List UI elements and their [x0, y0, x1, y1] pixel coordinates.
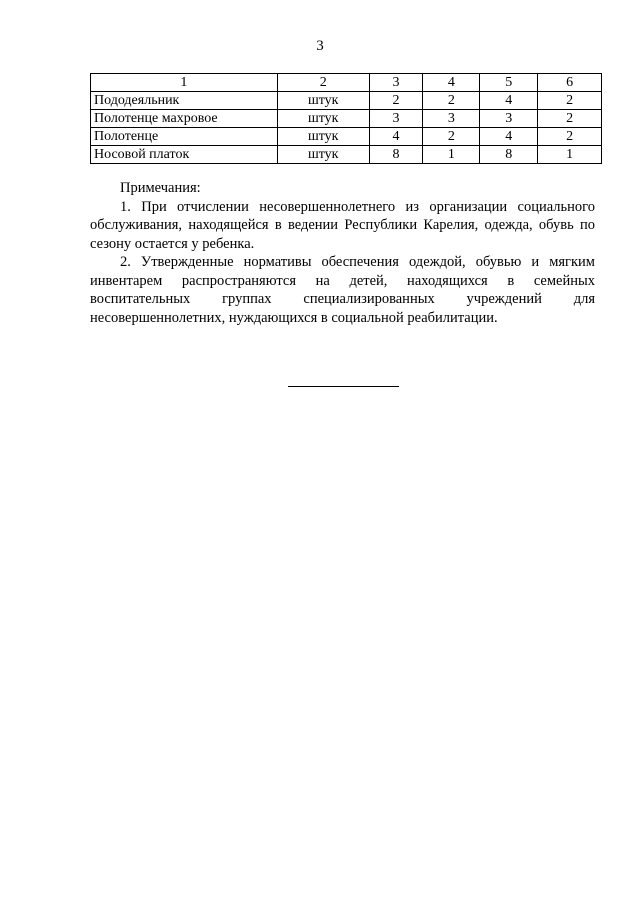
end-divider: [288, 386, 399, 387]
notes-section: [90, 179, 595, 327]
unit-cell: штук: [277, 146, 369, 164]
value-cell: 4: [480, 128, 538, 146]
value-cell: 4: [369, 128, 423, 146]
column-header: 3: [369, 74, 423, 92]
item-name-cell: Полотенце махровое: [91, 110, 278, 128]
value-cell: 3: [423, 110, 480, 128]
value-cell: 3: [369, 110, 423, 128]
item-name-cell: Полотенце: [91, 128, 278, 146]
table-row: [91, 110, 602, 128]
unit-cell: штук: [277, 110, 369, 128]
unit-cell: штук: [277, 92, 369, 110]
value-cell: 2: [369, 92, 423, 110]
value-cell: 2: [538, 128, 602, 146]
item-name-cell: Пододеяльник: [91, 92, 278, 110]
page-number: 3: [316, 38, 324, 54]
value-cell: 2: [538, 110, 602, 128]
note-item: 2. Утвержденные нормативы обеспечения одеждой, обувью и мягким инвентарем распространяются на детей, находящихся в семейных воспитательных группах специализированных учреждений для несовершеннолетних, нуждающихся в социальной реабилитации.: [90, 254, 595, 326]
column-header: 1: [91, 74, 278, 92]
table-header-row: [91, 74, 602, 92]
value-cell: 4: [480, 92, 538, 110]
table-row: [91, 128, 602, 146]
column-header: 6: [538, 74, 602, 92]
norms-table: [90, 73, 602, 164]
value-cell: 1: [538, 146, 602, 164]
table-row: [91, 92, 602, 110]
notes-title: Примечания:: [120, 180, 201, 196]
value-cell: 2: [538, 92, 602, 110]
value-cell: 2: [423, 128, 480, 146]
item-name-cell: Носовой платок: [91, 146, 278, 164]
unit-cell: штук: [277, 128, 369, 146]
value-cell: 1: [423, 146, 480, 164]
column-header: 5: [480, 74, 538, 92]
note-item: 1. При отчислении несовершеннолетнего из организации социального обслуживания, находящейся в ведении Республики Карелия, одежда, обувь по сезону остается у ребенка.: [90, 198, 595, 252]
table-row: [91, 146, 602, 164]
value-cell: 3: [480, 110, 538, 128]
column-header: 2: [277, 74, 369, 92]
value-cell: 8: [369, 146, 423, 164]
value-cell: 8: [480, 146, 538, 164]
column-header: 4: [423, 74, 480, 92]
value-cell: 2: [423, 92, 480, 110]
